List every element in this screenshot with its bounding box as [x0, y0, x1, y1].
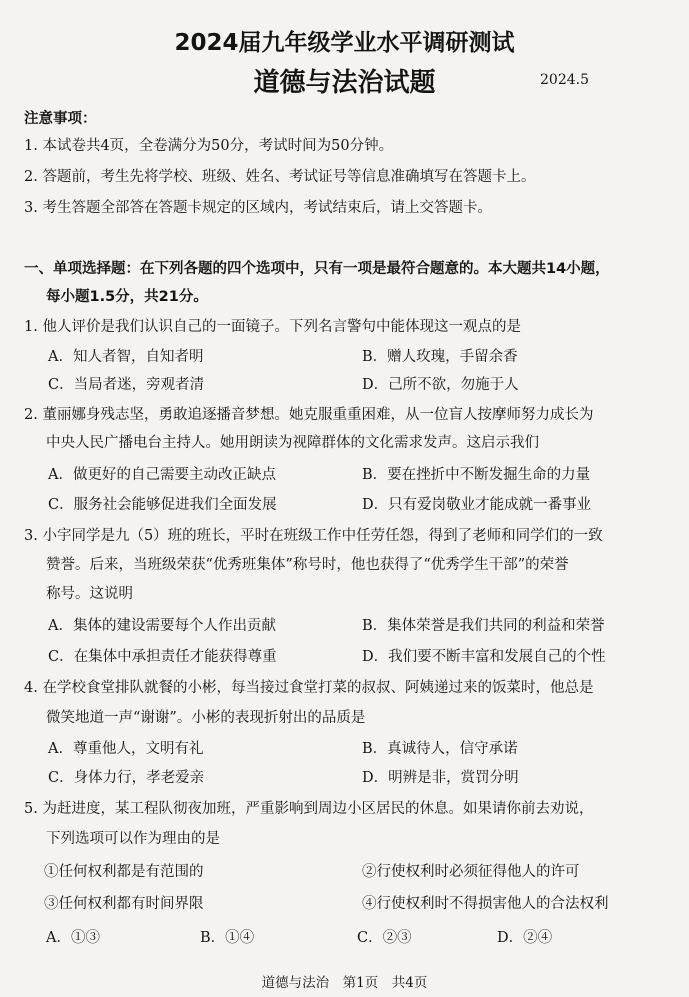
option-a: A．知人者智，自知者明 — [48, 349, 204, 365]
statement-2: ②行使权利时必须征得他人的许可 — [362, 864, 580, 880]
note-item: 3. 考生答题全部答在答题卡规定的区域内，考试结束后，请上交答题卡。 — [24, 200, 492, 216]
question-stem: 4. 在学校食堂排队就餐的小彬，每当接过食堂打菜的叔叔、阿姨递过来的饭菜时，他总是 — [24, 680, 594, 696]
question-stem-cont: 中央人民广播电台主持人。她用朗读为视障群体的文化需求发声。这启示我们 — [46, 435, 539, 451]
question-stem-cont: 称号。这说明 — [46, 586, 133, 602]
statement-4: ④行使权利时不得损害他人的合法权利 — [362, 896, 609, 912]
option-c: C．②③ — [357, 930, 412, 946]
option-b: B．要在挫折中不断发掘生命的力量 — [362, 467, 591, 483]
option-d: D．只有爱岗敬业才能成就一番事业 — [362, 497, 592, 513]
section-heading: 一、单项选择题：在下列各题的四个选项中，只有一项是最符合题意的。本大题共14小题， — [24, 261, 610, 277]
option-d: D．②④ — [497, 930, 553, 946]
note-item: 1. 本试卷共4页，全卷满分为50分，考试时间为50分钟。 — [24, 138, 394, 154]
option-b: B．集体荣誉是我们共同的利益和荣誉 — [362, 618, 605, 634]
section-heading-cont: 每小题1.5分，共21分。 — [46, 289, 208, 305]
note-item: 2. 答题前，考生先将学校、班级、姓名、考试证号等信息准确填写在答题卡上。 — [24, 169, 536, 185]
page-footer: 道德与法治 第1页 共4页 — [261, 975, 428, 991]
option-d: D．己所不欲，勿施于人 — [362, 377, 519, 393]
question-stem-cont: 赞誉。后来，当班级荣获“优秀班集体”称号时，他也获得了“优秀学生干部”的荣誉 — [46, 557, 569, 573]
option-a: A．①③ — [46, 930, 100, 946]
option-b: B．真诚待人，信守承诺 — [362, 741, 518, 757]
question-stem: 3. 小宇同学是九（5）班的班长，平时在班级工作中任劳任怨，得到了老师和同学们的一致 — [24, 528, 603, 544]
option-c: C．服务社会能够促进我们全面发展 — [48, 497, 277, 513]
option-c: C．身体力行，孝老爱亲 — [48, 770, 205, 786]
option-d: D．明辨是非，赏罚分明 — [362, 770, 519, 786]
question-stem-cont: 微笑地道一声“谢谢”。小彬的表现折射出的品质是 — [46, 710, 366, 726]
option-c: C．当局者迷，旁观者清 — [48, 377, 205, 393]
subject-title: 道德与法治试题 — [253, 68, 436, 98]
option-a: A．尊重他人，文明有礼 — [48, 741, 204, 757]
option-a: A．做更好的自己需要主动改正缺点 — [48, 467, 276, 483]
exam-date: 2024.5 — [540, 72, 589, 88]
notes-heading: 注意事项： — [24, 111, 97, 127]
option-a: A．集体的建设需要每个人作出贡献 — [48, 618, 276, 634]
option-d: D．我们要不断丰富和发展自己的个性 — [362, 649, 606, 665]
question-stem: 1. 他人评价是我们认识自己的一面镜子。下列名言警句中能体现这一观点的是 — [24, 319, 521, 335]
statement-3: ③任何权利都有时间界限 — [44, 896, 204, 912]
option-b: B．①④ — [200, 930, 255, 946]
question-stem-cont: 下列选项可以作为理由的是 — [46, 831, 220, 847]
exam-title: 2024届九年级学业水平调研测试 — [174, 30, 515, 56]
option-b: B．赠人玫瑰，手留余香 — [362, 349, 518, 365]
option-c: C．在集体中承担责任才能获得尊重 — [48, 649, 277, 665]
question-stem: 5. 为赶进度，某工程队彻夜加班，严重影响到周边小区居民的休息。如果请你前去劝说， — [24, 801, 594, 817]
question-stem: 2. 董丽娜身残志坚，勇敢追逐播音梦想。她克服重重困难，从一位盲人按摩师努力成长为 — [24, 407, 594, 423]
statement-1: ①任何权利都是有范围的 — [44, 864, 204, 880]
